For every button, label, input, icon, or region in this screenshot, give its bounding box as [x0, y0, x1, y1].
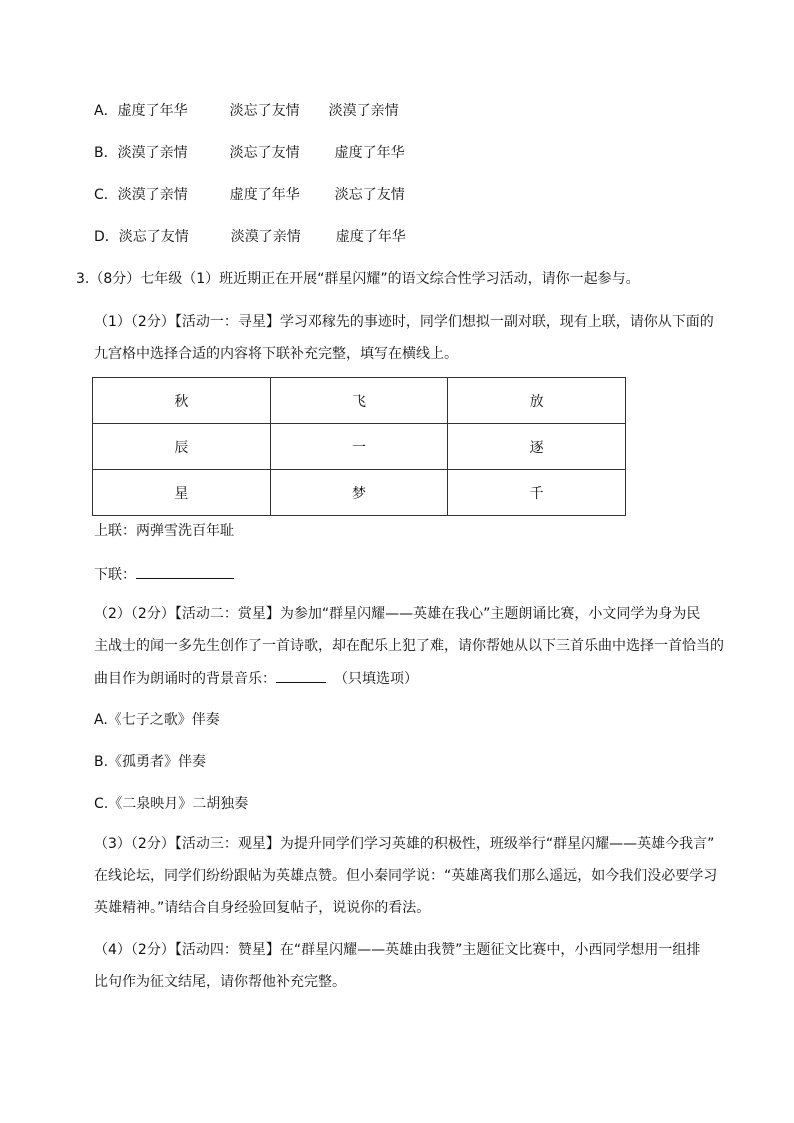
option-item: 淡漠了亲情 [328, 103, 399, 119]
option-d [94, 227, 406, 247]
grid-cell: 千 [448, 470, 626, 516]
option-a [94, 101, 399, 121]
table-row [93, 378, 626, 424]
option-item: 虚度了年华 [335, 229, 406, 245]
music-option-c: C.《二泉映月》二胡独奏 [94, 796, 249, 812]
sub3-line2: 在线论坛，同学们纷纷跟帖为英雄点赞。但小秦同学说：“英雄离我们那么遥远，如今我们没必要学习 [94, 868, 718, 884]
lower-couplet-row [94, 564, 234, 585]
music-option-b: B.《孤勇者》伴奏 [94, 754, 207, 770]
option-item: 淡忘了友情 [229, 103, 300, 119]
sub2-line2: 主战士的闻一多先生创作了一首诗歌，却在配乐上犯了难，请你帮她从以下三首乐曲中选择一首恰当的 [94, 638, 724, 654]
option-item: 虚度了年华 [229, 187, 300, 203]
grid-cell: 一 [270, 424, 448, 470]
grid-cell: 飞 [270, 378, 448, 424]
option-c [94, 185, 405, 205]
option-item: 淡忘了友情 [229, 145, 300, 161]
question-3-stem: 3.（8分）七年级（1）班近期正在开展“群星闪耀”的语文综合性学习活动，请你一起参与。 [76, 271, 640, 287]
music-option-a: A.《七子之歌》伴奏 [94, 712, 220, 728]
option-item: 淡漠了亲情 [230, 229, 301, 245]
sub2-line3 [94, 668, 418, 689]
option-letter: C． [94, 187, 118, 203]
lower-couplet-label: 下联： [94, 567, 136, 583]
option-item: 虚度了年华 [117, 103, 188, 119]
option-item: 淡忘了友情 [118, 229, 189, 245]
grid-cell: 放 [448, 378, 626, 424]
option-item: 淡忘了友情 [334, 187, 405, 203]
option-letter: D． [94, 229, 119, 245]
upper-couplet: 上联：两弹雪洗百年耻 [94, 523, 234, 539]
nine-grid-table [92, 377, 626, 516]
grid-cell: 星 [93, 470, 271, 516]
option-letter: B． [94, 145, 118, 161]
sub1-line1: （1）（2分）【活动一：寻星】学习邓稼先的事迹时，同学们想拟一副对联，现有上联，请你从下面的 [94, 314, 714, 330]
grid-cell: 逐 [448, 424, 626, 470]
grid-cell: 秋 [93, 378, 271, 424]
sub4-line2: 比句作为征文结尾，请你帮他补充完整。 [94, 974, 346, 990]
option-letter: A． [94, 103, 118, 119]
sub3-line1: （3）（2分）【活动三：观星】为提升同学们学习英雄的积极性，班级举行“群星闪耀——英雄今我言” [94, 836, 715, 852]
table-row [93, 470, 626, 516]
sub2-line3-note: （只填选项） [334, 671, 418, 687]
table-row [93, 424, 626, 470]
sub3-line3: 英雄精神。”请结合自身经验回复帖子，说说你的看法。 [94, 900, 431, 916]
music-answer-blank[interactable] [276, 668, 326, 683]
option-item: 淡漠了亲情 [117, 145, 188, 161]
grid-cell: 梦 [270, 470, 448, 516]
grid-cell: 辰 [93, 424, 271, 470]
sub4-line1: （4）（2分）【活动四：赞星】在“群星闪耀——英雄由我赞”主题征文比赛中，小西同学想用一组排 [94, 942, 701, 958]
lower-couplet-blank[interactable] [136, 564, 234, 579]
sub2-line1: （2）（2分）【活动二：赏星】为参加“群星闪耀——英雄在我心”主题朗诵比赛，小文同学为身为民 [94, 606, 701, 622]
option-b [94, 143, 405, 163]
option-item: 淡漠了亲情 [117, 187, 188, 203]
sub2-line3-text: 曲目作为朗诵时的背景音乐： [94, 671, 276, 687]
option-item: 虚度了年华 [334, 145, 405, 161]
sub1-line2: 九宫格中选择合适的内容将下联补充完整，填写在横线上。 [94, 346, 458, 362]
